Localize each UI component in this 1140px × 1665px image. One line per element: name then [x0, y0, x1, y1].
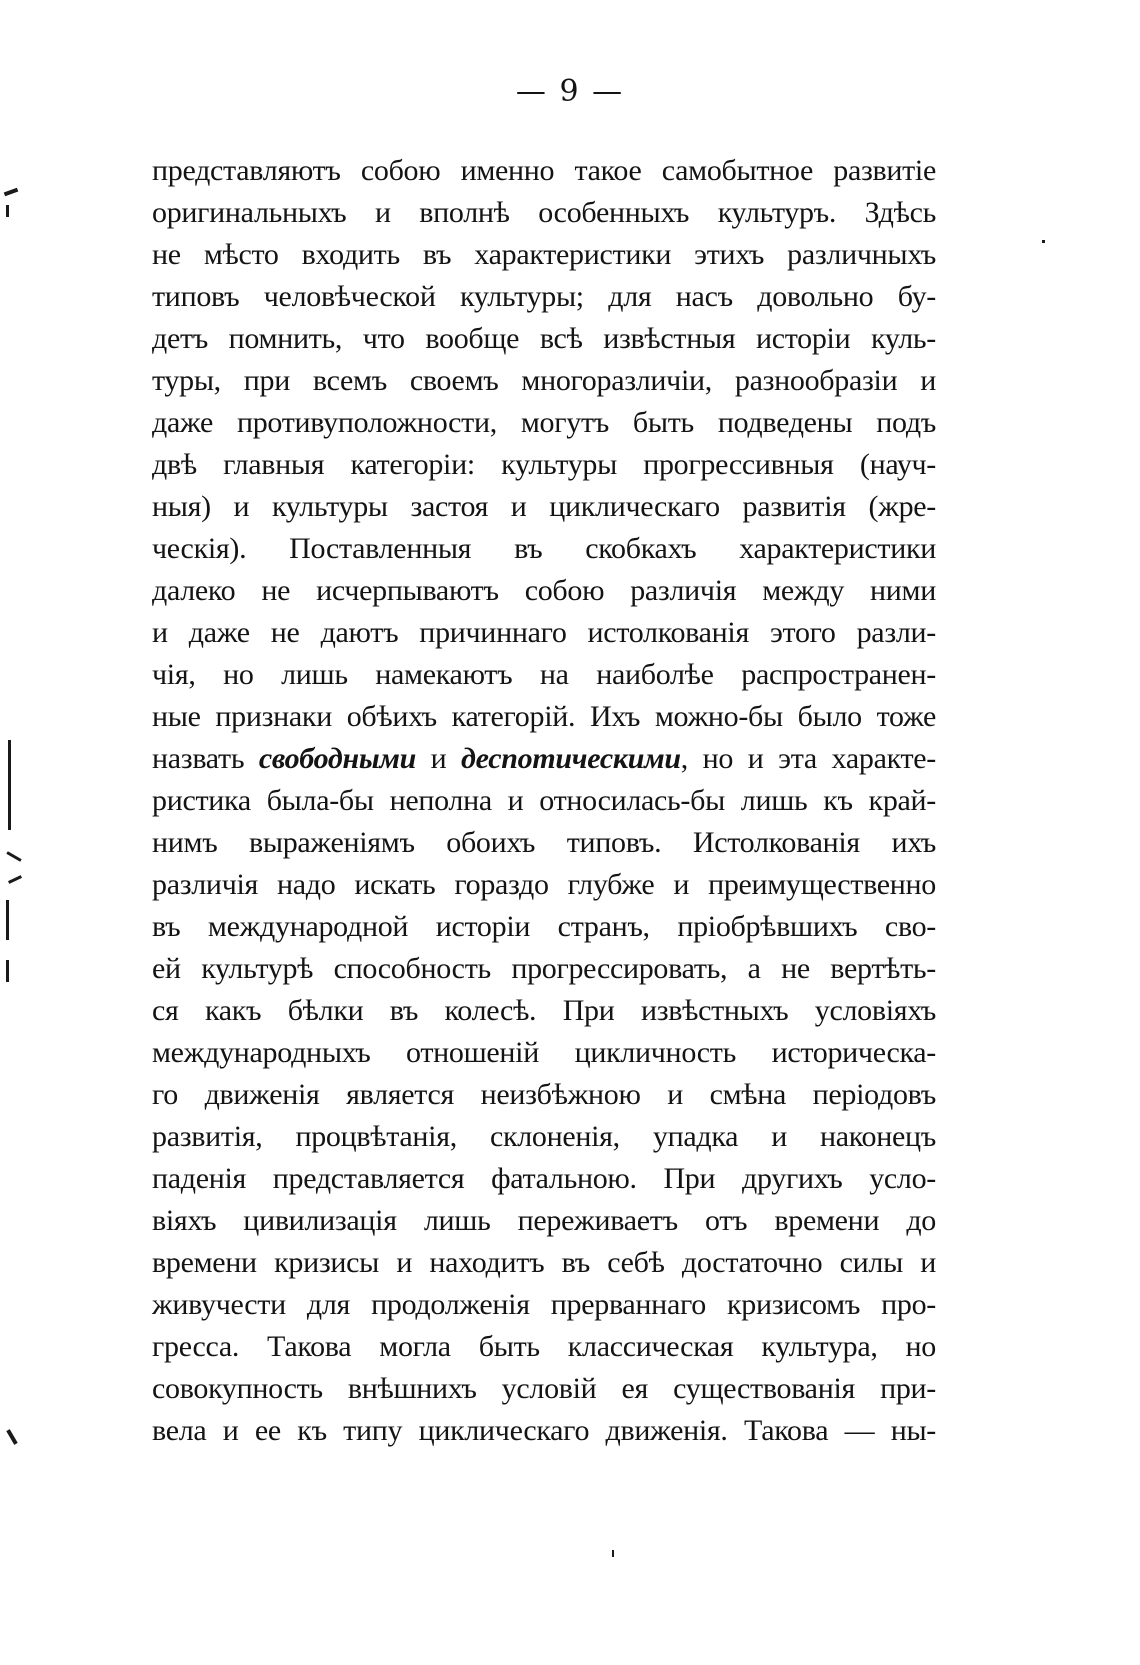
scan-artifact	[6, 900, 9, 940]
scan-artifact	[8, 875, 22, 884]
text-fragment: назвать	[152, 742, 259, 775]
body-text	[152, 150, 936, 1452]
text-line: детъ помнить, что вообще всѣ извѣстныя исторіи куль-	[152, 322, 936, 355]
text-line: ныя) и культуры застоя и циклическаго развитія (жре-	[152, 490, 936, 523]
text-line: различія надо искать гораздо глубже и преимущественно	[152, 868, 936, 901]
scan-artifact	[4, 188, 19, 197]
text-line: далеко не исчерпываютъ собою различія между ними	[152, 574, 936, 607]
text-line-with-emphasis	[152, 738, 936, 780]
scan-artifact	[1042, 240, 1045, 243]
text-line: времени кризисы и находитъ въ себѣ достаточно силы и	[152, 1246, 936, 1279]
text-line: ристика была-бы неполна и относилась-бы лишь къ край-	[152, 784, 936, 817]
text-line: двѣ главныя категоріи: культуры прогрессивныя (науч-	[152, 448, 936, 481]
text-line: совокупность внѣшнихъ условій ея существованія при-	[152, 1372, 936, 1405]
scan-artifact	[6, 851, 21, 862]
text-line: ей культурѣ способность прогрессировать, а не вертѣть-	[152, 952, 936, 985]
scan-artifact	[6, 205, 9, 217]
text-line: чія, но лишь намекаютъ на наиболѣе распространен-	[152, 658, 936, 691]
scan-artifact	[6, 960, 9, 982]
text-line: ся какъ бѣлки въ колесѣ. При извѣстныхъ условіяхъ	[152, 994, 936, 1027]
text-line: не мѣсто входить въ характеристики этихъ различныхъ	[152, 238, 936, 271]
text-fragment: и	[415, 742, 462, 775]
scan-artifact	[6, 1429, 17, 1445]
text-line: въ международной исторіи странъ, пріобрѣвшихъ сво-	[152, 910, 936, 943]
text-line: го движенія является неизбѣжною и смѣна періодовъ	[152, 1078, 936, 1111]
text-line: развитія, процвѣтанія, склоненія, упадка и наконецъ	[152, 1120, 936, 1153]
text-line: живучести для продолженія прерваннаго кризисомъ про-	[152, 1288, 936, 1321]
text-line: международныхъ отношеній цикличность историческа-	[152, 1036, 936, 1069]
scan-artifact	[612, 1550, 614, 1557]
text-line: туры, при всемъ своемъ многоразличіи, разнообразіи и	[152, 364, 936, 397]
text-line: віяхъ цивилизація лишь переживаетъ отъ времени до	[152, 1204, 936, 1237]
emphasis-despotic: деспотическими	[461, 742, 681, 775]
text-line: и даже не даютъ причиннаго истолкованія этого разли-	[152, 616, 936, 649]
text-line: вела и ее къ типу циклическаго движенія. Такова — ны-	[152, 1414, 936, 1447]
text-line: представляютъ собою именно такое самобытное развитіе	[152, 154, 936, 187]
text-line: типовъ человѣческой культуры; для насъ довольно бу-	[152, 280, 936, 313]
text-fragment: , но и эта характе-	[680, 742, 936, 775]
text-line: ческія). Поставленныя въ скобкахъ характеристики	[152, 532, 936, 565]
text-line: гресса. Такова могла быть классическая культура, но	[152, 1330, 936, 1363]
text-line: ные признаки обѣихъ категорій. Ихъ можно-бы было тоже	[152, 700, 936, 733]
text-line: нимъ выраженіямъ обоихъ типовъ. Истолкованія ихъ	[152, 826, 936, 859]
text-line: даже противуположности, могутъ быть подведены подъ	[152, 406, 936, 439]
text-line: паденія представляется фатальною. При другихъ усло-	[152, 1162, 936, 1195]
text-line: оригинальныхъ и вполнѣ особенныхъ культуръ. Здѣсь	[152, 196, 936, 229]
emphasis-free: свободными	[258, 742, 416, 775]
scan-artifact	[8, 740, 11, 830]
page-number: — 9 —	[515, 74, 625, 109]
